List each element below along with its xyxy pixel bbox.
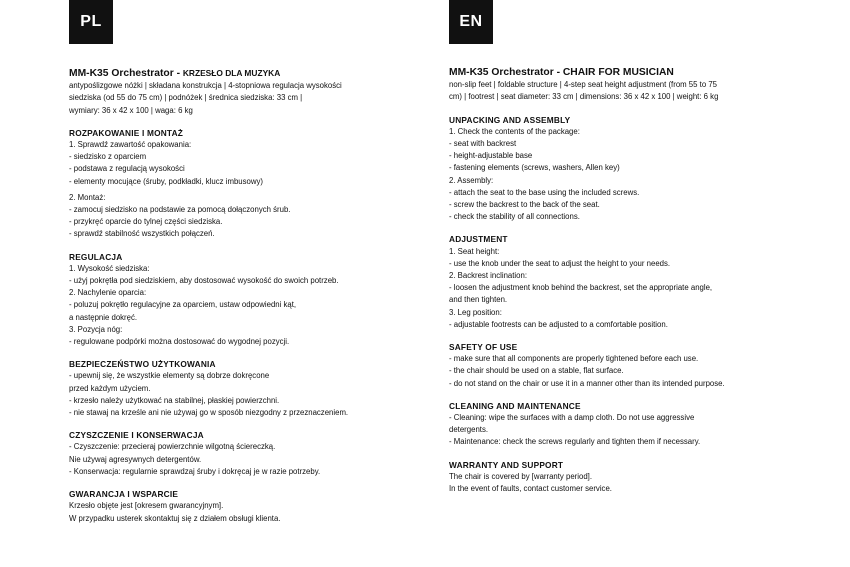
english-content [449,67,799,495]
section-line: - użyj pokrętła pod siedziskiem, aby dostosować wysokość do swoich potrzeb. [69,276,339,286]
section-cleaning-pl [69,429,419,478]
section-line: - podstawa z regulacją wysokości [69,164,185,174]
intro-line: siedziska (od 55 do 75 cm) | podnóżek | średnica siedziska: 33 cm | [69,93,303,103]
section-unpacking-pl [69,127,419,241]
section-line: The chair is covered by [warranty period]. [449,471,593,481]
section-line: - do not stand on the chair or use it in a manner other than its intended purpose. [449,378,725,388]
section-cleaning-en [449,400,799,449]
section-line: - adjustable footrests can be adjusted to a comfortable position. [449,319,668,329]
section-line: Nie używaj agresywnych detergentów. [69,454,202,464]
section-line: - seat with backrest [449,139,517,149]
section-line: 1. Seat height: [449,246,500,256]
section-line: 3. Pozycja nóg: [69,324,123,334]
section-line: - Cleaning: wipe the surfaces with a damp cloth. Do not use aggressive [449,413,695,423]
section-line: 2. Montaż: [69,192,106,202]
section-heading: WARRANTY AND SUPPORT [449,459,564,470]
intro-en [449,79,799,103]
section-line: - Maintenance: check the screws regularly and tighten them if necessary. [449,437,701,447]
section-adjustment-pl [69,251,419,349]
section-line: W przypadku usterek skontaktuj się z działem obsługi klienta. [69,513,281,523]
section-adjustment-en [449,233,799,331]
intro-line: antypoślizgowe nóżki | składana konstrukcja | 4-stopniowa regulacja wysokości [69,81,342,91]
product-model-en: MM-K35 Orchestrator - CHAIR FOR MUSICIAN [449,67,674,78]
intro-pl [69,80,419,117]
section-line: - poluzuj pokrętło regulacyjne za oparciem, ustaw odpowiedni kąt, [69,300,297,310]
product-title-pl [69,67,419,80]
section-line: 2. Assembly: [449,175,494,185]
intro-line: non-slip feet | foldable structure | 4-step seat height adjustment (from 55 to 75 [449,80,717,90]
section-line: - make sure that all components are properly tightened before each use. [449,354,699,364]
section-line: 1. Wysokość siedziska: [69,263,150,273]
section-line: 1. Check the contents of the package: [449,126,580,136]
section-line: - Konserwacja: regularnie sprawdzaj śruby i dokręcaj je w razie potrzeby. [69,466,321,476]
section-line: 1. Sprawdź zawartość opakowania: [69,140,192,150]
section-line: and then tighten. [449,295,508,305]
product-subtitle-pl: KRZESŁO DLA MUZYKA [182,68,281,78]
section-line: - attach the seat to the base using the included screws. [449,187,640,197]
language-badge-en: EN [449,0,493,44]
section-line: przed każdym użyciem. [69,383,151,393]
section-line: - loosen the adjustment knob behind the backrest, set the appropriate angle, [449,283,713,293]
section-line: detergents. [449,425,489,435]
section-line: - the chair should be used on a stable, flat surface. [449,366,624,376]
language-badge-pl: PL [69,0,113,44]
section-line: - siedzisko z oparciem [69,152,147,162]
section-line: 2. Nachylenie oparcia: [69,288,147,298]
section-line: In the event of faults, contact customer service. [449,484,612,494]
section-warranty-en [449,459,799,496]
intro-line: wymiary: 36 x 42 x 100 | waga: 6 kg [69,105,193,115]
section-line: - zamocuj siedzisko na podstawie za pomocą dołączonych śrub. [69,205,291,215]
section-line: - use the knob under the seat to adjust the height to your needs. [449,258,671,268]
section-line: - krzesło należy użytkować na stabilnej, płaskiej powierzchni. [69,395,280,405]
section-line: - height-adjustable base [449,151,533,161]
section-safety-pl [69,358,419,419]
product-model-pl: MM-K35 Orchestrator - [69,68,183,79]
section-line: - przykręć oparcie do tylnej części siedziska. [69,217,223,227]
section-heading: ADJUSTMENT [449,234,508,245]
section-heading: CZYSZCZENIE I KONSERWACJA [69,430,204,441]
section-heading: SAFETY OF USE [449,342,518,353]
section-line: - screw the backrest to the back of the seat. [449,200,600,210]
section-warranty-pl [69,488,419,525]
section-line: - elementy mocujące (śruby, podkładki, klucz imbusowy) [69,176,263,186]
section-heading: ROZPAKOWANIE I MONTAŻ [69,127,184,138]
section-heading: GWARANCJA I WSPARCIE [69,489,179,500]
section-heading: UNPACKING AND ASSEMBLY [449,114,571,125]
section-line: - check the stability of all connections. [449,212,580,222]
section-line: - sprawdź stabilność wszystkich połączeń. [69,229,215,239]
product-title-en [449,67,799,79]
section-line: - upewnij się, że wszystkie elementy są dobrze dokręcone [69,371,270,381]
section-line: Krzesło objęte jest [okresem gwarancyjnym]. [69,501,224,511]
section-safety-en [449,341,799,390]
section-line: a następnie dokręć. [69,312,138,322]
section-heading: CLEANING AND MAINTENANCE [449,400,581,411]
section-heading: REGULACJA [69,251,123,262]
section-line: - regulowane podpórki można dostosować do wygodnej pozycji. [69,337,290,347]
section-line: - Czyszczenie: przecieraj powierzchnie wilgotną ściereczką. [69,442,276,452]
section-line: - nie stawaj na krześle ani nie używaj go w sposób niezgodny z przeznaczeniem. [69,408,349,418]
section-line: - fastening elements (screws, washers, Allen key) [449,163,620,173]
section-unpacking-en [449,114,799,224]
section-heading: BEZPIECZEŃSTWO UŻYTKOWANIA [69,359,216,370]
section-line: 2. Backrest inclination: [449,271,528,281]
polish-content [69,67,419,525]
intro-line: cm) | footrest | seat diameter: 33 cm | dimensions: 36 x 42 x 100 | weight: 6 kg [449,92,719,102]
section-line: 3. Leg position: [449,307,502,317]
